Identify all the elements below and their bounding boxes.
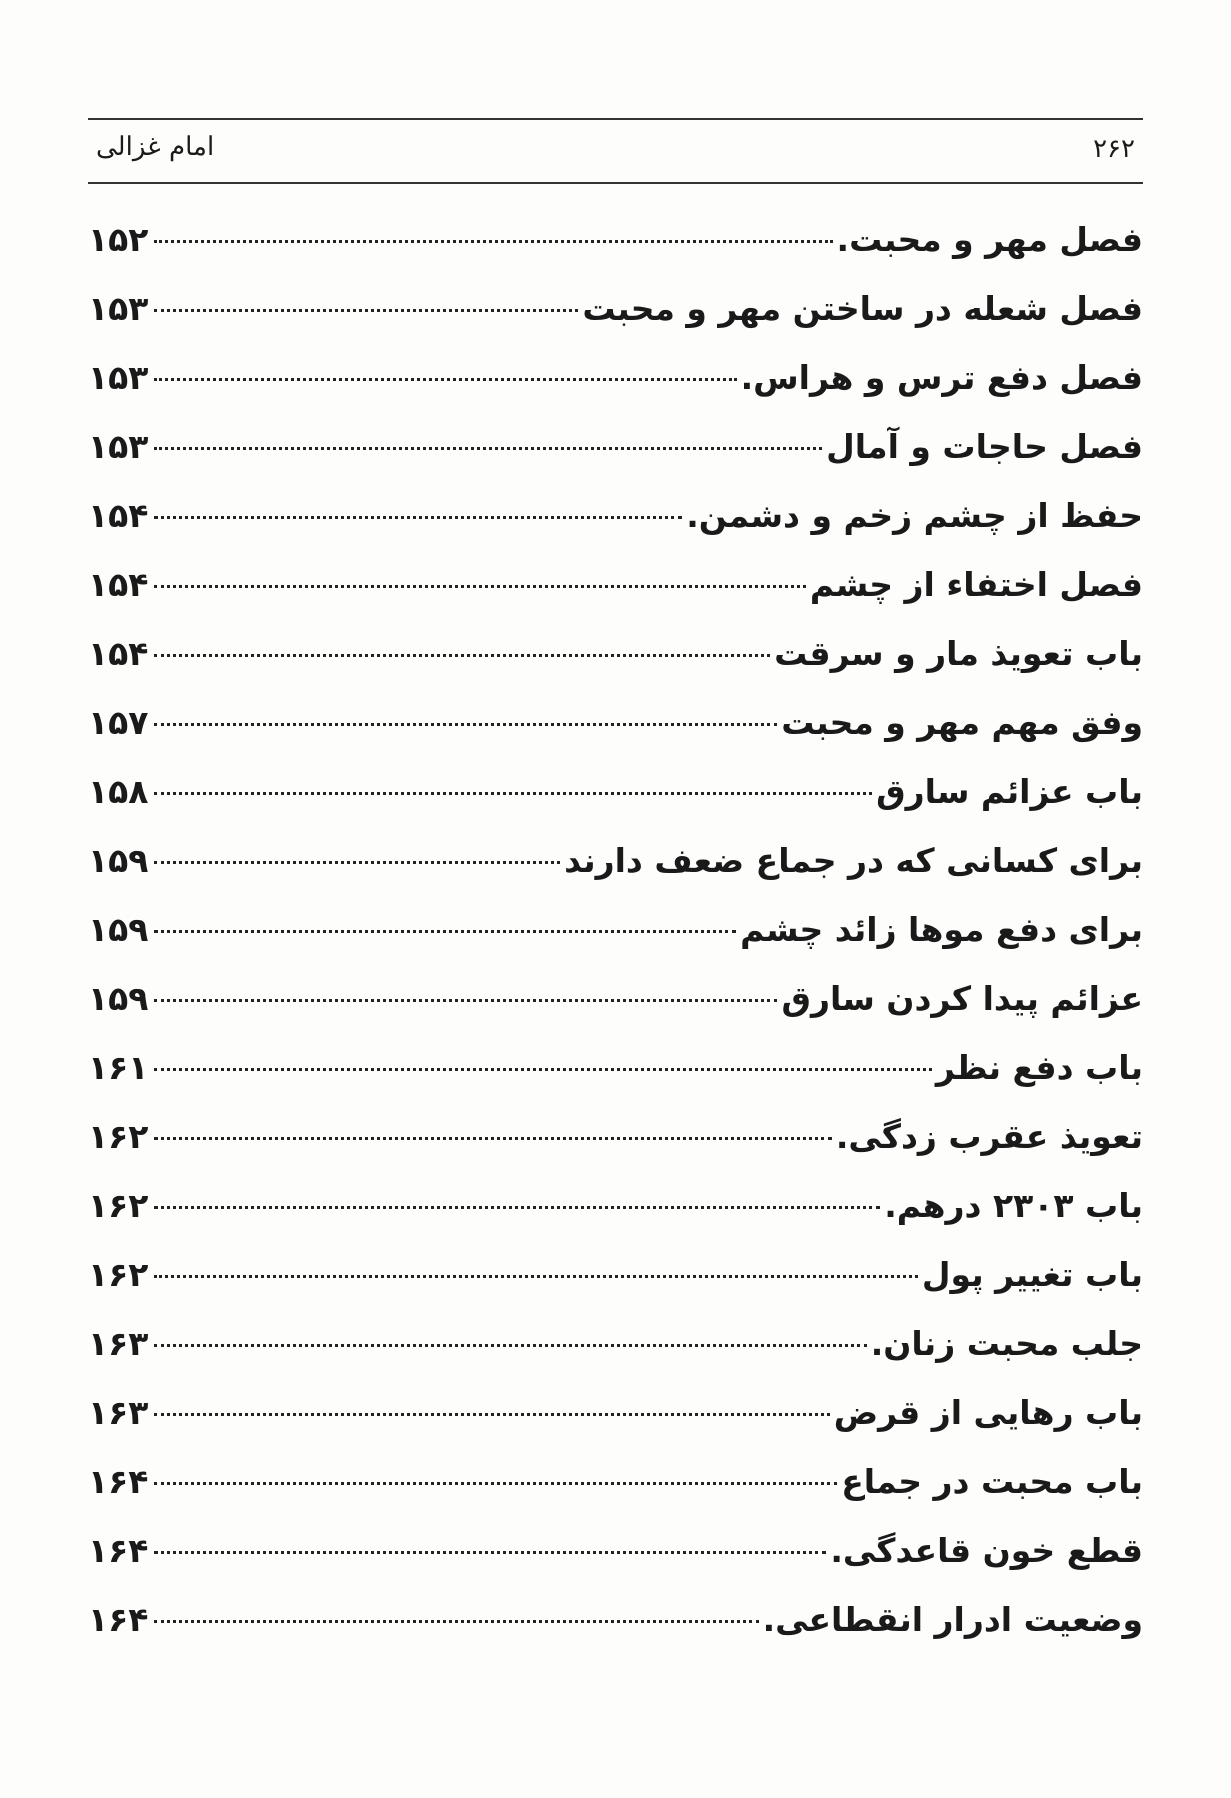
toc-entry-title: جلب محبت زنان. (870, 1324, 1143, 1363)
toc-entry-title: باب رهایی از قرض (833, 1393, 1143, 1432)
table-of-contents (88, 220, 1143, 1669)
toc-entry (88, 910, 1143, 979)
toc-entry-page: ۱۶۳ (88, 1324, 149, 1363)
toc-entry-page: ۱۵۹ (88, 841, 149, 880)
page-header (88, 118, 1143, 184)
dot-leader (154, 309, 578, 312)
dot-leader (154, 516, 682, 519)
dot-leader (154, 240, 833, 243)
toc-entry-title: باب تعویذ مار و سرقت (774, 634, 1143, 673)
dot-leader (154, 792, 872, 795)
toc-entry-page: ۱۵۴ (88, 634, 149, 673)
toc-entry (88, 1324, 1143, 1393)
toc-entry-page: ۱۵۴ (88, 496, 149, 535)
toc-entry-page: ۱۵۷ (88, 703, 149, 742)
toc-entry-title: قطع خون قاعدگی. (830, 1531, 1143, 1570)
toc-entry (88, 634, 1143, 703)
toc-entry (88, 1117, 1143, 1186)
toc-entry-title: فصل دفع ترس و هراس. (740, 358, 1143, 397)
toc-entry (88, 772, 1143, 841)
toc-entry (88, 1186, 1143, 1255)
toc-entry (88, 1255, 1143, 1324)
page-number: ۲۶۲ (1093, 134, 1135, 164)
toc-entry (88, 703, 1143, 772)
dot-leader (154, 1620, 759, 1623)
dot-leader (154, 1344, 867, 1347)
dot-leader (154, 930, 736, 933)
toc-entry-page: ۱۶۲ (88, 1255, 149, 1294)
toc-entry-page: ۱۵۳ (88, 358, 149, 397)
dot-leader (154, 1551, 826, 1554)
dot-leader (154, 378, 737, 381)
toc-entry-page: ۱۵۳ (88, 427, 149, 466)
dot-leader (154, 1068, 932, 1071)
toc-entry-title: فصل مهر و محبت. (836, 220, 1143, 259)
toc-entry (88, 565, 1143, 634)
toc-entry (88, 496, 1143, 565)
toc-entry-page: ۱۵۸ (88, 772, 149, 811)
dot-leader (154, 861, 560, 864)
dot-leader (154, 1137, 832, 1140)
dot-leader (154, 1413, 830, 1416)
dot-leader (154, 999, 777, 1002)
toc-entry (88, 1600, 1143, 1669)
toc-entry-page: ۱۵۹ (88, 910, 149, 949)
dot-leader (154, 1482, 837, 1485)
dot-leader (154, 447, 822, 450)
toc-entry-title: عزائم پیدا کردن سارق (781, 979, 1143, 1018)
toc-entry-title: وضعیت ادرار انقطاعی. (762, 1600, 1143, 1639)
toc-entry-title: باب دفع نظر (935, 1048, 1143, 1087)
toc-entry-title: فصل شعله در ساختن مهر و محبت (582, 289, 1143, 328)
toc-entry-title: برای دفع موها زائد چشم (740, 910, 1143, 949)
toc-entry-title: فصل حاجات و آمال (826, 427, 1143, 466)
running-title: امام غزالی (96, 132, 215, 162)
toc-entry-title: باب محبت در جماع (841, 1462, 1143, 1501)
toc-entry-title: فصل اختفاء از چشم (809, 565, 1143, 604)
toc-entry (88, 289, 1143, 358)
dot-leader (154, 1275, 918, 1278)
toc-entry (88, 220, 1143, 289)
toc-entry-title: حفظ از چشم زخم و دشمن. (686, 496, 1143, 535)
dot-leader (154, 654, 770, 657)
toc-entry-page: ۱۶۱ (88, 1048, 149, 1087)
toc-entry-page: ۱۶۴ (88, 1600, 149, 1639)
toc-entry (88, 358, 1143, 427)
toc-entry-page: ۱۵۴ (88, 565, 149, 604)
toc-entry-page: ۱۶۴ (88, 1462, 149, 1501)
toc-entry-title: تعویذ عقرب زدگی. (835, 1117, 1143, 1156)
toc-entry (88, 1462, 1143, 1531)
toc-entry (88, 1393, 1143, 1462)
toc-entry-page: ۱۶۲ (88, 1186, 149, 1225)
toc-entry-page: ۱۵۲ (88, 220, 149, 259)
toc-entry-title: برای کسانی که در جماع ضعف دارند (564, 841, 1143, 880)
toc-entry (88, 1048, 1143, 1117)
toc-entry-page: ۱۶۴ (88, 1531, 149, 1570)
toc-entry-title: وفق مهم مهر و محبت (781, 703, 1143, 742)
dot-leader (154, 585, 806, 588)
toc-entry-title: باب عزائم سارق (876, 772, 1143, 811)
toc-entry (88, 979, 1143, 1048)
toc-entry-title: باب ۲۳۰۳ درهم. (884, 1186, 1143, 1225)
toc-entry (88, 841, 1143, 910)
toc-entry-page: ۱۶۳ (88, 1393, 149, 1432)
dot-leader (154, 723, 777, 726)
toc-entry (88, 427, 1143, 496)
toc-entry-title: باب تغییر پول (921, 1255, 1143, 1294)
toc-entry-page: ۱۶۲ (88, 1117, 149, 1156)
toc-entry-page: ۱۵۳ (88, 289, 149, 328)
dot-leader (154, 1206, 880, 1209)
toc-entry-page: ۱۵۹ (88, 979, 149, 1018)
toc-entry (88, 1531, 1143, 1600)
